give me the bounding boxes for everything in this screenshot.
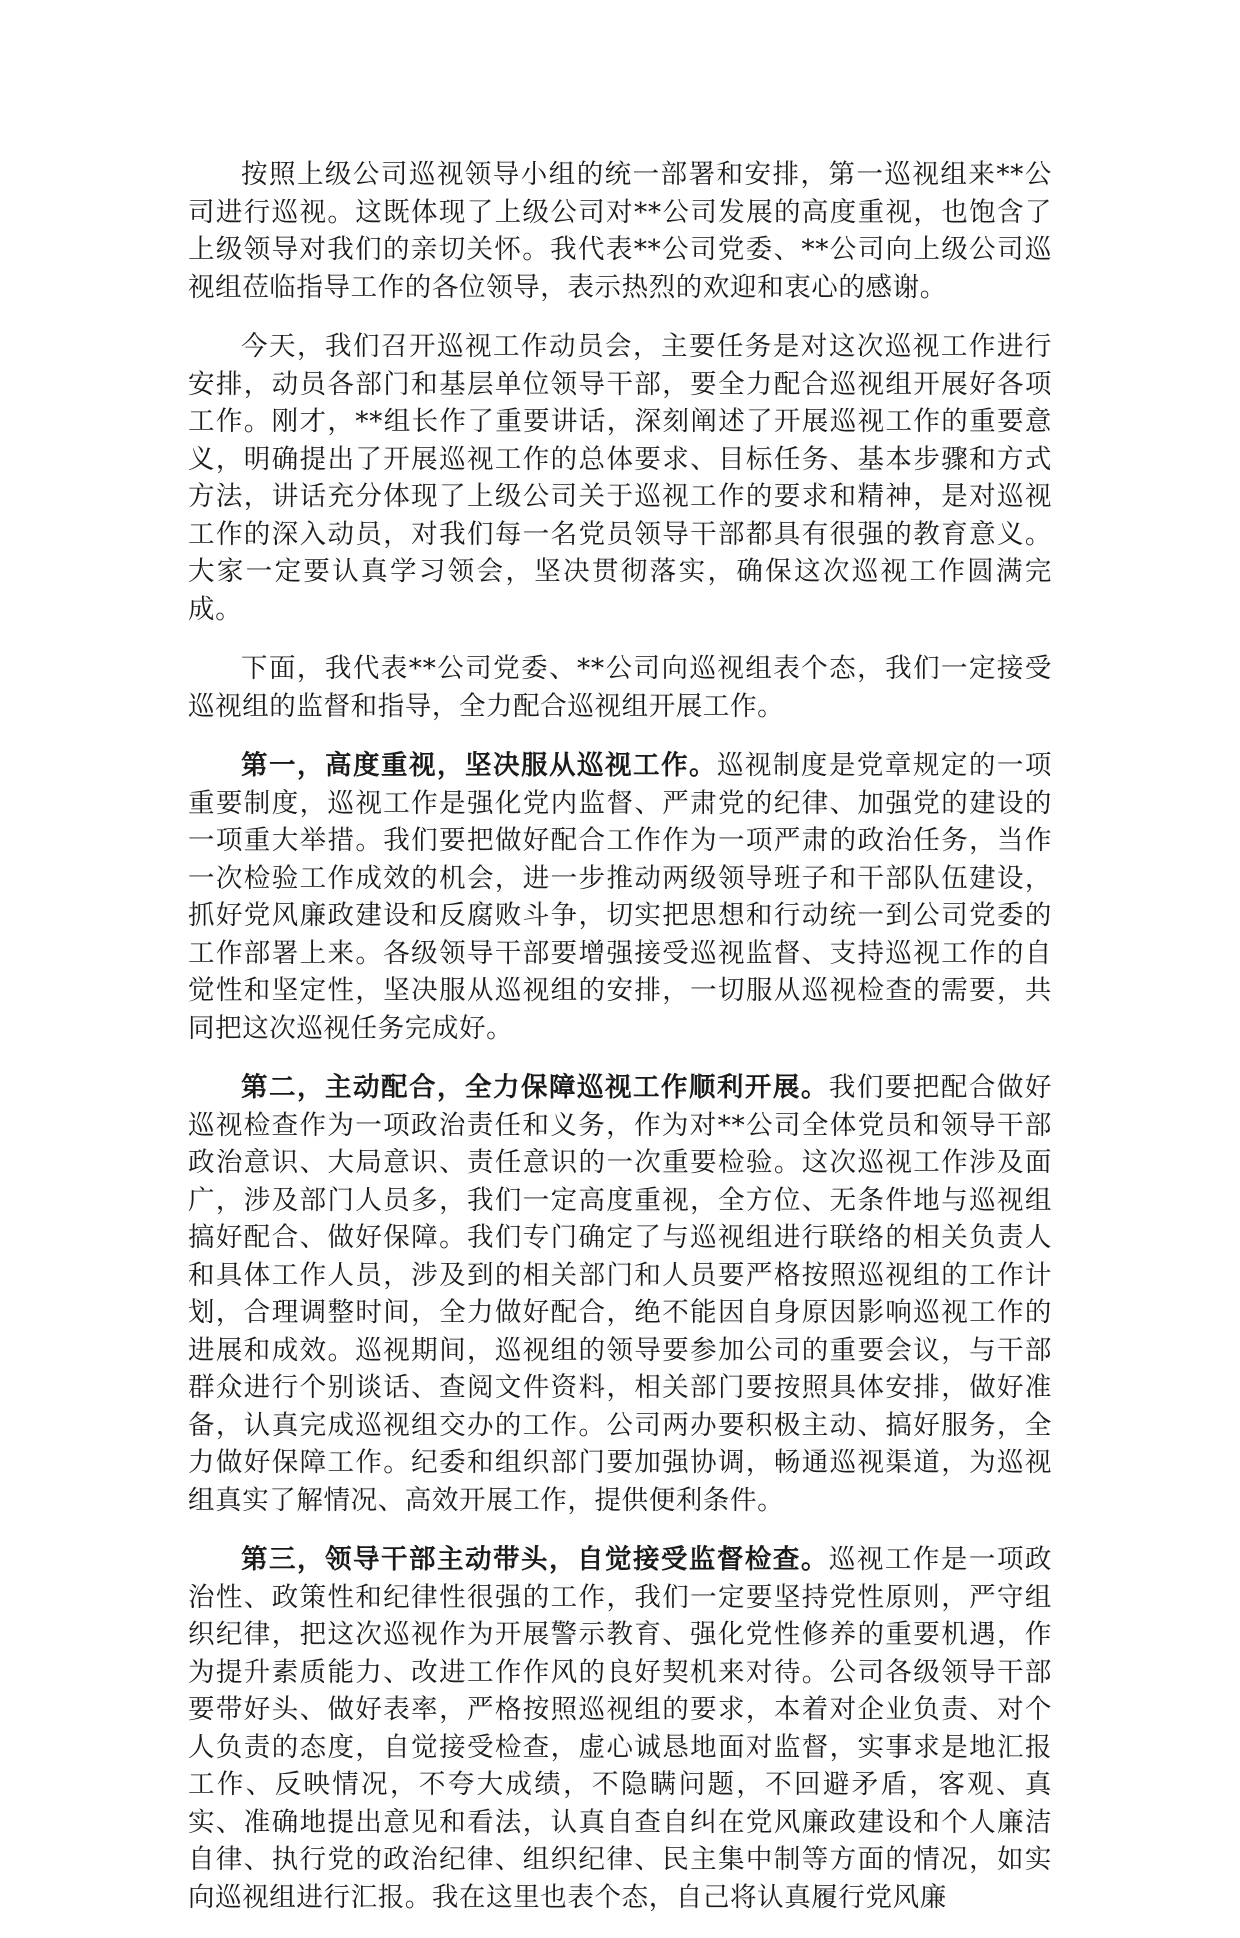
paragraph-intro — [188, 156, 1052, 306]
paragraph-text: 巡视工作是一项政治性、政策性和纪律性很强的工作，我们一定要坚持党性原则，严守组织纪律，把这次巡视作为开展警示教育、强化党性修养的重要机遇，作为提升素质能力、改进工作作风的良好契机来对待。公司各级领导干部要带好头、做好表率，严格按照巡视组的要求，本着对企业负责、对个人负责的态度，自觉接受检查，虚心诚恳地面对监督，实事求是地汇报工作、反映情况，不夸大成绩，不隐瞒问题，不回避矛盾，客观、真实、准确地提出意见和看法，认真自查自纠在党风廉政建设和个人廉洁自律、执行党的政治纪律、组织纪律、民主集中制等方面的情况，如实向巡视组进行汇报。我在这里也表个态，自己将认真履行党风廉 — [188, 1544, 1052, 1913]
document-page — [188, 156, 1052, 1938]
paragraph-text: 按照上级公司巡视领导小组的统一部署和安排，第一巡视组来**公司进行巡视。这既体现了上级公司对**公司发展的高度重视，也饱含了上级领导对我们的亲切关怀。我代表**公司党委、**公司向上级公司巡视组莅临指导工作的各位领导，表示热烈的欢迎和衷心的感谢。 — [188, 159, 1052, 303]
paragraph-point-one — [188, 747, 1052, 1047]
paragraph-statement — [188, 650, 1052, 725]
paragraph-text: 巡视制度是党章规定的一项重要制度，巡视工作是强化党内监督、严肃党的纪律、加强党的建设的一项重大举措。我们要把做好配合工作作为一项严肃的政治任务，当作一次检验工作成效的机会，进一步推动两级领导班子和干部队伍建设，抓好党风廉政建设和反腐败斗争，切实把思想和行动统一到公司党委的工作部署上来。各级领导干部要增强接受巡视监督、支持巡视工作的自觉性和坚定性，坚决服从巡视组的安排，一切服从巡视检查的需要，共同把这次巡视任务完成好。 — [188, 750, 1052, 1044]
paragraph-point-two — [188, 1069, 1052, 1519]
paragraph-text: 下面，我代表**公司党委、**公司向巡视组表个态，我们一定接受巡视组的监督和指导，全力配合巡视组开展工作。 — [188, 653, 1052, 722]
paragraph-lead: 第二，主动配合，全力保障巡视工作顺利开展。 — [241, 1072, 829, 1103]
paragraph-text: 我们要把配合做好巡视检查作为一项政治责任和义务，作为对**公司全体党员和领导干部政治意识、大局意识、责任意识的一次重要检验。这次巡视工作涉及面广，涉及部门人员多，我们一定高度重视，全方位、无条件地与巡视组搞好配合、做好保障。我们专门确定了与巡视组进行联络的相关负责人和具体工作人员，涉及到的相关部门和人员要严格按照巡视组的工作计划，合理调整时间，全力做好配合，绝不能因自身原因影响巡视工作的进展和成效。巡视期间，巡视组的领导要参加公司的重要会议，与干部群众进行个别谈话、查阅文件资料，相关部门要按照具体安排，做好准备，认真完成巡视组交办的工作。公司两办要积极主动、搞好服务，全力做好保障工作。纪委和组织部门要加强协调，畅通巡视渠道，为巡视组真实了解情况、高效开展工作，提供便利条件。 — [188, 1072, 1052, 1516]
paragraph-lead: 第一，高度重视，坚决服从巡视工作。 — [241, 750, 717, 781]
paragraph-text: 今天，我们召开巡视工作动员会，主要任务是对这次巡视工作进行安排，动员各部门和基层单位领导干部，要全力配合巡视组开展好各项工作。刚才，**组长作了重要讲话，深刻阐述了开展巡视工作的重要意义，明确提出了开展巡视工作的总体要求、目标任务、基本步骤和方式方法，讲话充分体现了上级公司关于巡视工作的要求和精神，是对巡视工作的深入动员，对我们每一名党员领导干部都具有很强的教育意义。大家一定要认真学习领会，坚决贯彻落实，确保这次巡视工作圆满完成。 — [188, 331, 1052, 625]
paragraph-point-three — [188, 1541, 1052, 1916]
paragraph-lead: 第三，领导干部主动带头，自觉接受监督检查。 — [241, 1544, 829, 1575]
paragraph-meeting — [188, 328, 1052, 628]
